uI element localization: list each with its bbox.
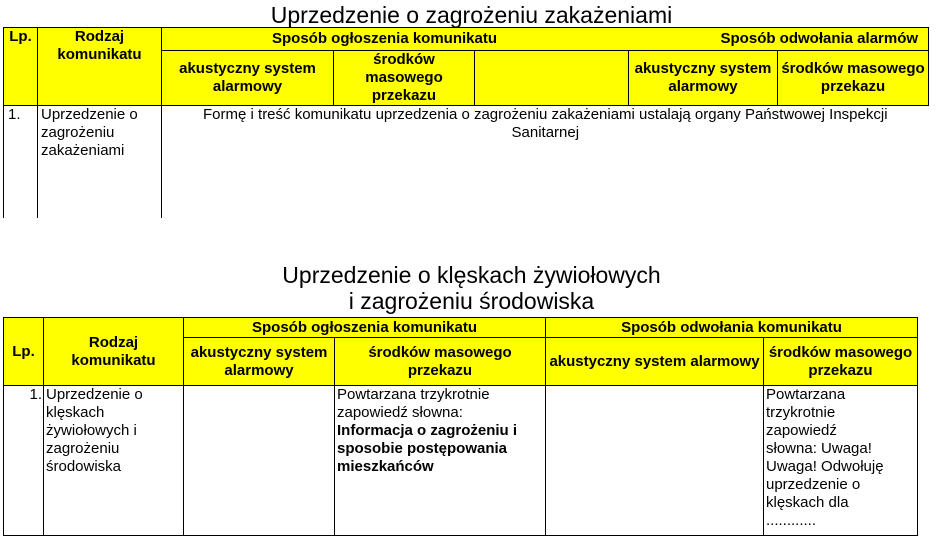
- s2-media-announce-intro: Powtarzana trzykrotnie zapowiedź słowna:: [337, 386, 490, 421]
- s2-row-lp: 1.: [4, 386, 44, 536]
- s2-header-sub2: środków masowego przekazu: [335, 338, 546, 386]
- s1-header-sub1: akustyczny system alarmowy: [162, 51, 334, 106]
- s2-row-acoustic-announce: [184, 386, 335, 536]
- s2-header-sub1: akustyczny system alarmowy: [184, 338, 335, 386]
- s2-header-odwolanie: Sposób odwołania komunikatu: [546, 318, 918, 338]
- s1-row-content: Formę i treść komunikatu uprzedzenia o zagrożeniu zakażeniami ustalają organy Państwowej Inspekcji Sanitarnej: [162, 106, 929, 218]
- section1-table: [3, 27, 929, 218]
- s1-header-sub5: środków masowego przekazu: [778, 51, 929, 106]
- s1-header-sub3: [475, 51, 629, 106]
- s2-media-announce-bold: Informacja o zagrożeniu i sposobie postępowania mieszkańców: [337, 422, 518, 475]
- s2-header-rodzaj: Rodzaj komunikatu: [44, 318, 184, 386]
- s1-row-rodzaj: Uprzedzenie o zagrożeniu zakażeniami: [38, 106, 162, 218]
- s2-header-sub3: akustyczny system alarmowy: [546, 338, 764, 386]
- s1-header-group: [162, 28, 929, 51]
- section1-title: Uprzedzenie o zagrożeniu zakażeniami: [270, 2, 673, 28]
- s2-row-acoustic-cancel: [546, 386, 764, 536]
- s1-header-ogloszenie: Sposób ogłoszenia komunikatu: [272, 30, 498, 47]
- s1-header-odwolanie: Sposób odwołania alarmów: [720, 30, 919, 47]
- s1-header-rodzaj: Rodzaj komunikatu: [38, 28, 162, 106]
- section2-title-line1: Uprzedzenie o klęskach żywiołowych: [282, 262, 661, 288]
- s2-row-media-announce: [335, 386, 546, 536]
- s1-header-sub4: akustyczny system alarmowy: [629, 51, 778, 106]
- s1-header-sub2: środków masowego przekazu: [334, 51, 475, 106]
- s2-row-media-cancel: Powtarzana trzykrotnie zapowiedź słowna: Uwaga! Uwaga! Odwołuję uprzedzenie o klęskach dla ............: [764, 386, 918, 536]
- section2-title-line2: i zagrożeniu środowiska: [348, 288, 595, 314]
- s2-row-rodzaj: Uprzedzenie o klęskach żywiołowych i zagrożeniu środowiska: [44, 386, 184, 536]
- s1-row-lp: 1.: [4, 106, 38, 218]
- s2-header-lp: Lp.: [4, 318, 44, 386]
- s1-header-lp: Lp.: [4, 28, 38, 106]
- section2-table: [3, 317, 918, 536]
- s2-header-sub4: środków masowego przekazu: [764, 338, 918, 386]
- s2-header-ogloszenie: Sposób ogłoszenia komunikatu: [184, 318, 546, 338]
